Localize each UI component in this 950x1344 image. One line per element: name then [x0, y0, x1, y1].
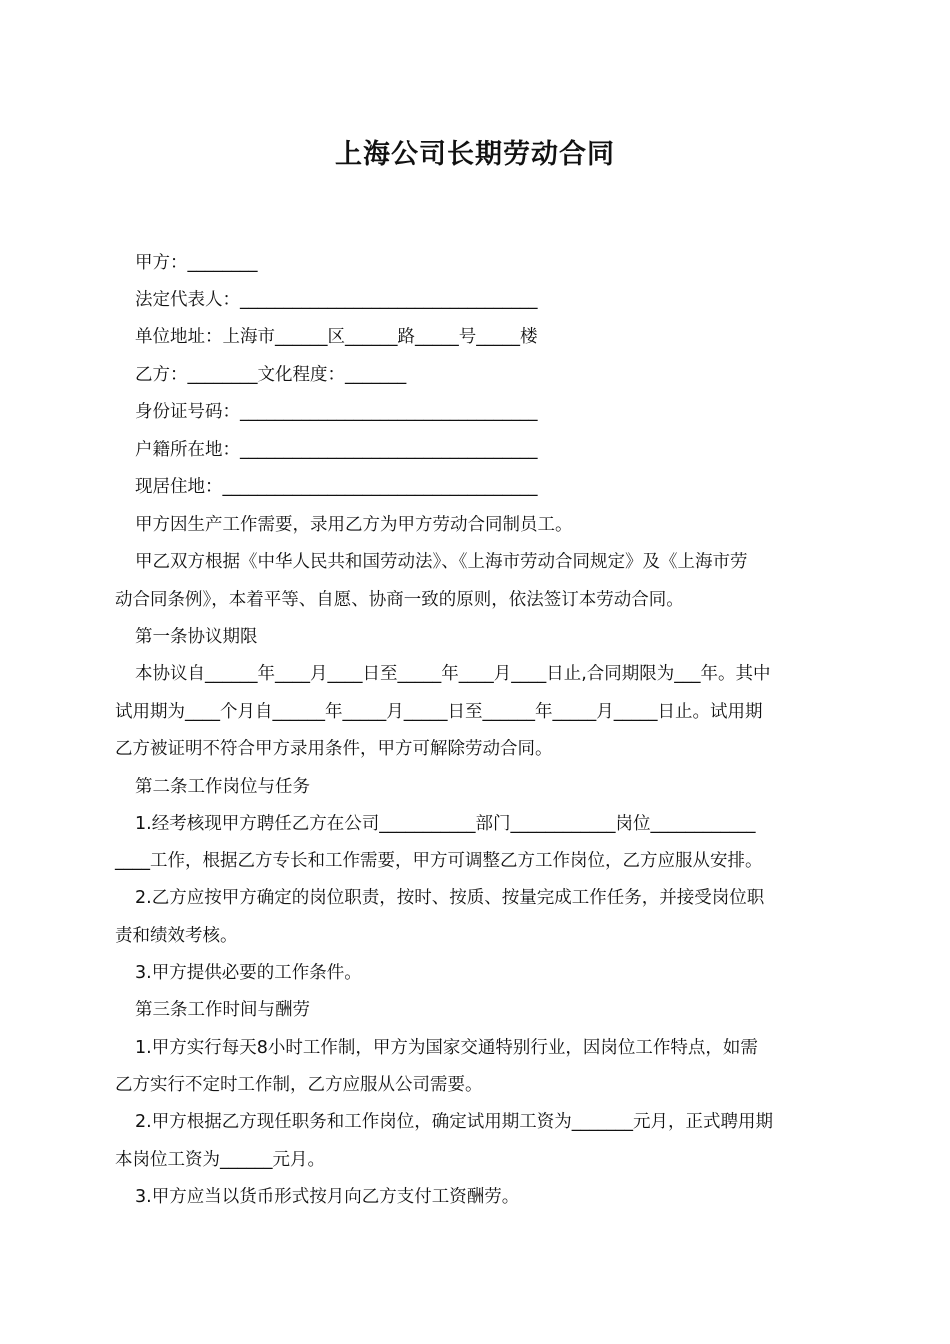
- paragraph-line: 甲乙双方根据《中华人民共和国劳动法》、《上海市劳动合同规定》及《上海市劳: [135, 552, 748, 572]
- company-address-line: 单位地址：上海市______区______路_____号_____楼: [135, 327, 538, 347]
- paragraph-line: 2.甲方根据乙方现任职务和工作岗位，确定试用期工资为_______元月，正式聘用期: [135, 1112, 773, 1132]
- id-number-line: 身份证号码：__________________________________: [135, 402, 538, 422]
- paragraph-line: 3.甲方应当以货币形式按月向乙方支付工资酬劳。: [135, 1187, 520, 1207]
- paragraph-line: 乙方被证明不符合甲方录用条件，甲方可解除劳动合同。: [115, 739, 553, 759]
- section-heading: 第二条工作岗位与任务: [135, 777, 310, 797]
- paragraph-line: 1.经考核现甲方聘任乙方在公司___________部门____________岗位____________: [135, 814, 756, 834]
- paragraph-line: 试用期为____个月自______年_____月_____日至______年_____月_____日止。试用期: [115, 702, 763, 722]
- section-heading: 第一条协议期限: [135, 627, 258, 647]
- section-heading: 第三条工作时间与酬劳: [135, 1000, 310, 1020]
- paragraph-line: 1.甲方实行每天8小时工作制，甲方为国家交通特别行业，因岗位工作特点，如需: [135, 1038, 758, 1058]
- paragraph-line: 本协议自______年____月____日至_____年____月____日止,合同期限为___年。其中: [135, 664, 771, 684]
- current-residence-line: 现居住地：____________________________________: [135, 477, 538, 497]
- paragraph-line: 动合同条例》，本着平等、自愿、协商一致的原则，依法签订本劳动合同。: [115, 590, 684, 610]
- party-b-line: 乙方：________文化程度：_______: [135, 365, 407, 385]
- household-registration-line: 户籍所在地：__________________________________: [135, 440, 538, 460]
- paragraph-line: 责和绩效考核。: [115, 926, 238, 946]
- document-title: 上海公司长期劳动合同: [335, 139, 615, 170]
- paragraph-line: 甲方因生产工作需要，录用乙方为甲方劳动合同制员工。: [135, 515, 573, 535]
- paragraph-line: ____工作，根据乙方专长和工作需要，甲方可调整乙方工作岗位，乙方应服从安排。: [115, 851, 763, 871]
- party-a-line: 甲方：________: [135, 253, 258, 273]
- paragraph-line: 乙方实行不定时工作制，乙方应服从公司需要。: [115, 1075, 483, 1095]
- paragraph-line: 3.甲方提供必要的工作条件。: [135, 963, 362, 983]
- paragraph-line: 2.乙方应按甲方确定的岗位职责，按时、按质、按量完成工作任务，并接受岗位职: [135, 888, 765, 908]
- legal-representative-line: 法定代表人：__________________________________: [135, 290, 538, 310]
- paragraph-line: 本岗位工资为______元月。: [115, 1150, 325, 1170]
